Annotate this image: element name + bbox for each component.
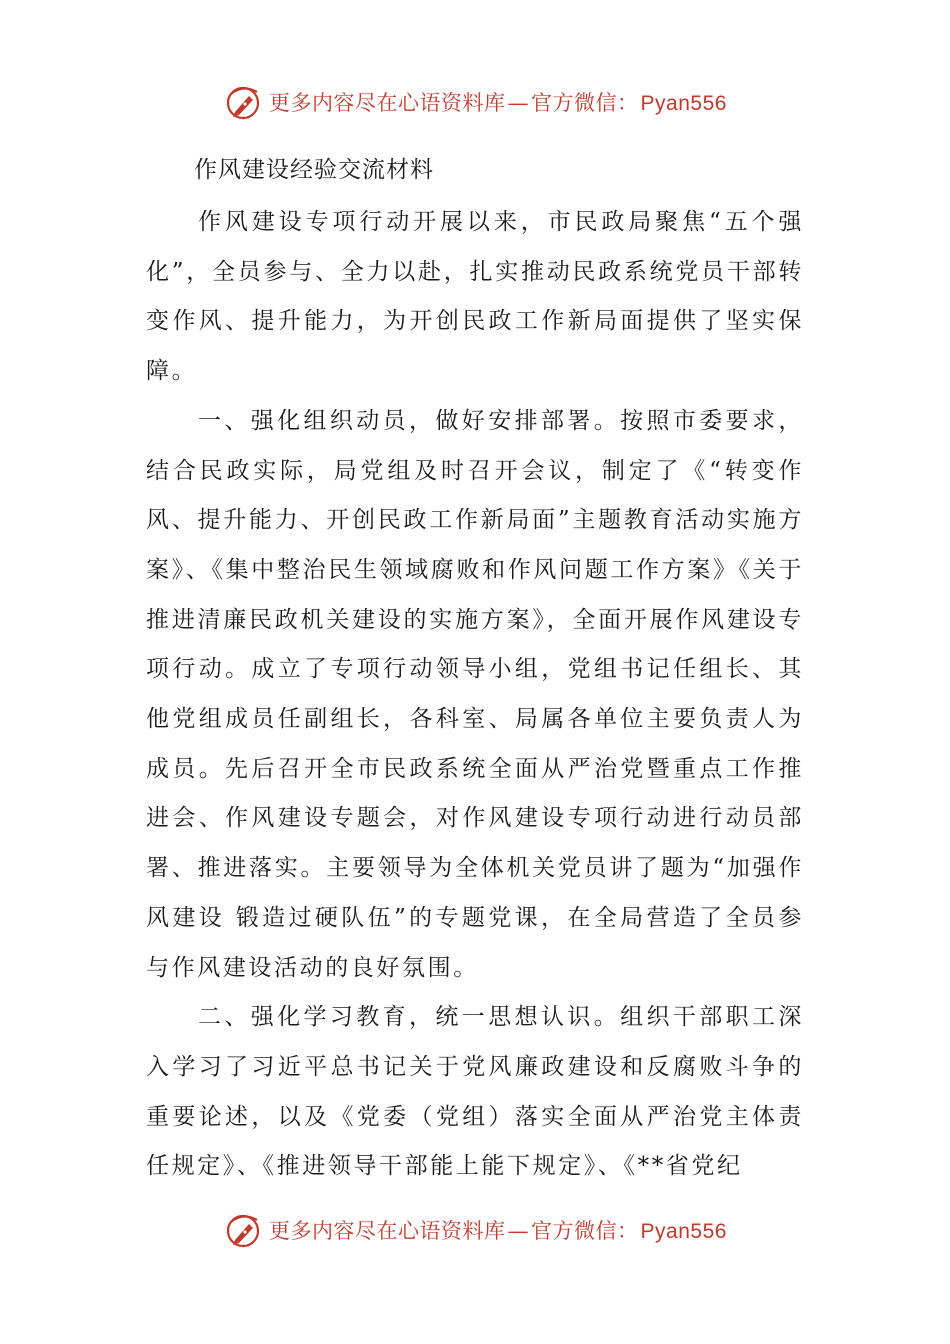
watermark-banner-top — [0, 80, 950, 124]
paragraph-section-two: 二、强化学习教育，统一思想认识。组织干部职工深入学习了习近平总书记关于党风廉政建设和反腐败斗争的重要论述，以及《党委（党组）落实全面从严治党主体责任规定》、《推进领导干部能上能下规定》、《**省党纪 — [146, 1004, 804, 1180]
paragraph-intro: 作风建设专项行动开展以来，市民政局聚焦“五个强化”，全员参与、全力以赴，扎实推动民政系统党员干部转变作风、提升能力，为开创民政工作新局面提供了坚实保障。 — [146, 209, 804, 385]
document-title: 作风建设经验交流材料 — [194, 157, 434, 183]
watermark-official: 官方微信： — [531, 91, 639, 115]
watermark-text — [269, 1215, 727, 1245]
watermark-banner-bottom — [0, 1208, 950, 1252]
pen-nib-circle-icon — [223, 1210, 263, 1250]
watermark-separator: — — [507, 1219, 530, 1243]
watermark-brand: 更多内容尽在心语资料库 — [269, 1219, 506, 1243]
paragraph-section-one: 一、强化组织动员，做好安排部署。按照市委要求，结合民政实际，局党组及时召开会议，制定了《“转变作风、提升能力、开创民政工作新局面”主题教育活动实施方案》、《集中整治民生领域腐败和作风问题工作方案》《关于推进清廉民政机关建设的实施方案》，全面开展作风建设专项行动。成立了专项行动领导小组，党组书记任组长、其他党组成员任副组长，各科室、局属各单位主要负责人为成员。先后召开全市民政系统全面从严治党暨重点工作推进会、作风建设专题会，对作风建设专项行动进行动员部署、推进落实。主要领导为全体机关党员讲了题为“加强作风建设 锻造过硬队伍”的专题党课，在全局营造了全员参与作风建设活动的良好氛围。 — [146, 407, 804, 981]
watermark-brand: 更多内容尽在心语资料库 — [269, 91, 506, 115]
pen-nib-circle-icon — [223, 82, 263, 122]
watermark-official: 官方微信： — [531, 1219, 639, 1243]
watermark-wechat-id: Pyan556 — [640, 92, 727, 115]
document-body — [146, 150, 804, 1192]
watermark-text — [269, 87, 727, 117]
watermark-separator: — — [507, 91, 530, 115]
watermark-wechat-id: Pyan556 — [640, 1220, 727, 1243]
